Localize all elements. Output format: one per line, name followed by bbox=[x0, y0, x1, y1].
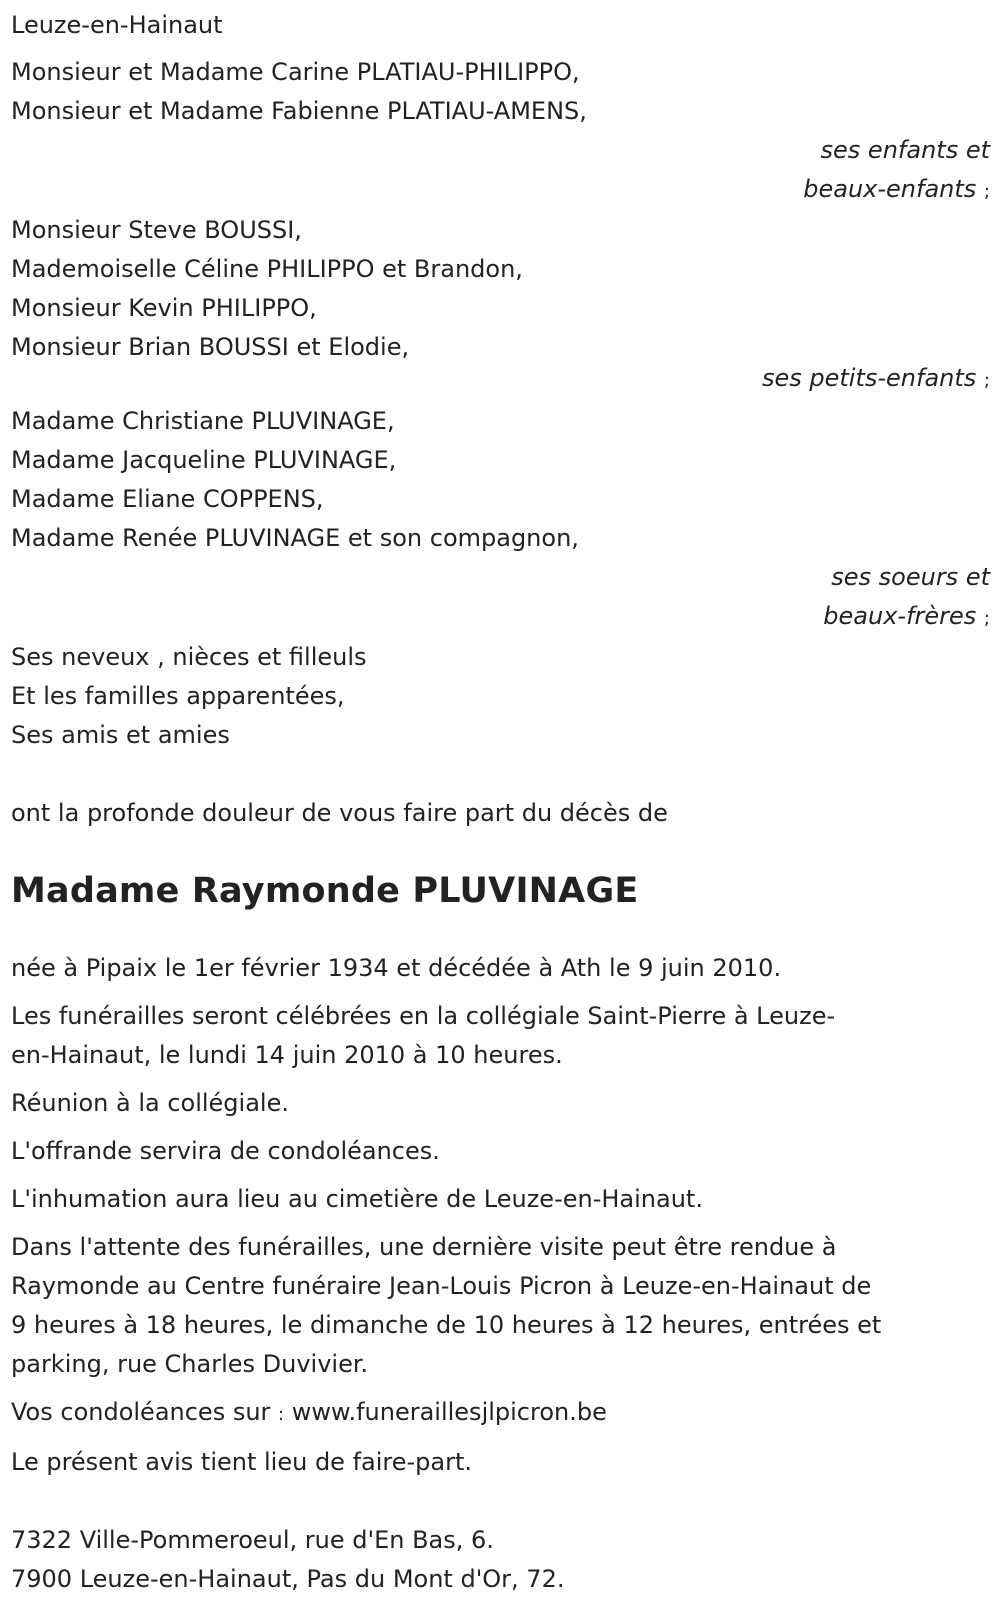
condolences-label: Vos condoléances sur bbox=[11, 1398, 271, 1426]
funeral-line: Les funérailles seront célébrées en la collégiale Saint-Pierre à Leuze- bbox=[11, 1002, 836, 1030]
address-line: 7322 Ville-Pommeroeul, rue d'En Bas, 6. bbox=[11, 1526, 494, 1554]
details-block bbox=[11, 949, 990, 1482]
address-line: 7900 Leuze-en-Hainaut, Pas du Mont d'Or, 72. bbox=[11, 1565, 565, 1593]
other-relatives: Ses neveux , nièces et filleuls bbox=[11, 643, 367, 671]
grandchild-name: Mademoiselle Céline PHILIPPO et Brandon, bbox=[11, 255, 523, 283]
child-name: Monsieur et Madame Carine PLATIAU-PHILIPPO, bbox=[11, 58, 580, 86]
siblings-relation-suffix: ; bbox=[983, 608, 990, 629]
condolences-separator: : bbox=[278, 1404, 285, 1425]
funeral-line: en-Hainaut, le lundi 14 juin 2010 à 10 heures. bbox=[11, 1041, 563, 1069]
children-relation-line2 bbox=[11, 170, 990, 211]
visit-line: Dans l'attente des funérailles, une dernière visite peut être rendue à bbox=[11, 1233, 837, 1261]
other-relatives: Et les familles apparentées, bbox=[11, 682, 345, 710]
siblings-relation-text: beaux-frères bbox=[823, 602, 977, 630]
condolences-text bbox=[11, 1393, 990, 1434]
notice-text: Le présent avis tient lieu de faire-part. bbox=[11, 1448, 473, 1476]
location-heading: Leuze-en-Hainaut bbox=[11, 11, 223, 39]
spacer bbox=[11, 45, 990, 53]
grandchild-name: Monsieur Kevin PHILIPPO, bbox=[11, 294, 317, 322]
siblings-relation-line1: ses soeurs et bbox=[831, 563, 990, 591]
visit-line: parking, rue Charles Duvivier. bbox=[11, 1350, 369, 1378]
death-notice bbox=[11, 6, 990, 1599]
sibling-name: Madame Christiane PLUVINAGE, bbox=[11, 407, 395, 435]
grandchildren-block bbox=[11, 211, 990, 392]
reunion-text: Réunion à la collégiale. bbox=[11, 1089, 289, 1117]
grandchild-name: Monsieur Brian BOUSSI et Elodie, bbox=[11, 333, 410, 361]
grandchildren-relation-suffix: ; bbox=[983, 370, 990, 391]
sibling-name: Madame Renée PLUVINAGE et son compagnon, bbox=[11, 524, 579, 552]
visit-line: Raymonde au Centre funéraire Jean-Louis Picron à Leuze-en-Hainaut de bbox=[11, 1272, 872, 1300]
children-relation-line1: ses enfants et bbox=[820, 136, 990, 164]
others-block bbox=[11, 638, 990, 755]
sibling-name: Madame Jacqueline PLUVINAGE, bbox=[11, 446, 397, 474]
children-relation-suffix: ; bbox=[983, 181, 990, 202]
funeral-text bbox=[11, 997, 990, 1075]
deceased-name: Madame Raymonde PLUVINAGE bbox=[11, 871, 639, 911]
burial-text: L'inhumation aura lieu au cimetière de Leuze-en-Hainaut. bbox=[11, 1185, 703, 1213]
condolences-link[interactable]: www.funeraillesjlpicron.be bbox=[291, 1398, 607, 1426]
birth-death-text: née à Pipaix le 1er février 1934 et décédée à Ath le 9 juin 2010. bbox=[11, 954, 782, 982]
offering-text: L'offrande servira de condoléances. bbox=[11, 1137, 440, 1165]
siblings-block bbox=[11, 402, 990, 638]
visit-text bbox=[11, 1228, 990, 1384]
sibling-name: Madame Eliane COPPENS, bbox=[11, 485, 324, 513]
announcement-text: ont la profonde douleur de vous faire part du décès de bbox=[11, 799, 668, 827]
other-relatives: Ses amis et amies bbox=[11, 721, 230, 749]
grandchild-name: Monsieur Steve BOUSSI, bbox=[11, 216, 302, 244]
visit-line: 9 heures à 18 heures, le dimanche de 10 heures à 12 heures, entrées et bbox=[11, 1311, 882, 1339]
siblings-relation-line2 bbox=[11, 597, 990, 638]
grandchildren-relation-text: ses petits-enfants bbox=[761, 364, 977, 392]
children-relation-text: beaux-enfants bbox=[803, 175, 977, 203]
addresses-block bbox=[11, 1521, 990, 1599]
child-name: Monsieur et Madame Fabienne PLATIAU-AMENS, bbox=[11, 97, 587, 125]
children-block bbox=[11, 53, 990, 211]
grandchildren-relation bbox=[11, 364, 990, 392]
